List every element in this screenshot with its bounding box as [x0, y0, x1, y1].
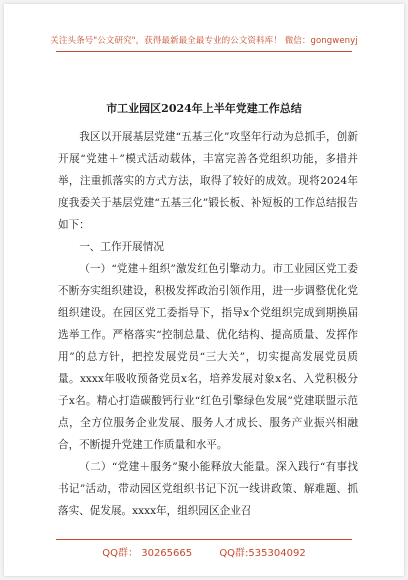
header-divider	[56, 51, 352, 52]
footer	[4, 544, 404, 559]
footer-qq-group-1: QQ群： 30265665	[102, 548, 193, 559]
footer-qq-group-2: QQ群:535304092	[219, 548, 306, 559]
paragraph-service: （二）“党建＋服务”聚小能释放大能量。深入践行“有事找书记”活动，带动园区党组织书记下沉一线讲政策、解难题、抓落实、促发展。xxxx年，组织园区企业召	[58, 461, 358, 517]
intro-paragraph: 我区以开展基层党建“五基三化”攻坚年行动为总抓手，创新开展“党建＋”模式活动载体，丰富完善各党组织功能，多措并举，注重抓落实的方式方法，取得了较好的成效。现将2024年度我委关于基层党建“五基三化”锻长板、补短板的工作总结报告如下：	[58, 131, 358, 231]
footer-divider	[56, 539, 352, 540]
paragraph-organization: （一）“党建＋组织”激发红色引擎动力。市工业园区党工委不断夯实组织建设，积极发挥政治引领作用，进一步调整优化党组织建设。在园区党工委指导下，指导x个党组织完成到期换届选举工作。严格落实“控制总量、优化结构、提高质量、发挥作用”的总方针，把控发展党员“三大关”，切实提高发展党员质量。xxxx年吸收预备党员x名，培养发展对象x名、入党积极分子x名。精心打造碳酸钙行业“红色引擎绿色发展”党建联盟示范点，全方位服务企业发展、服务人才成长、服务产业振兴相融合，不断提升党建工作质量和水平。	[58, 263, 358, 451]
document-body	[58, 126, 358, 522]
section-heading: 一、工作开展情况	[79, 241, 164, 253]
header-banner: 关注头条号"公文研究"，获得最新最全最专业的公文资料库！ 微信：gongwenyj	[50, 36, 358, 46]
document-page	[4, 4, 404, 576]
document-title: 市工业园区2024年上半年党建工作总结	[106, 102, 302, 115]
